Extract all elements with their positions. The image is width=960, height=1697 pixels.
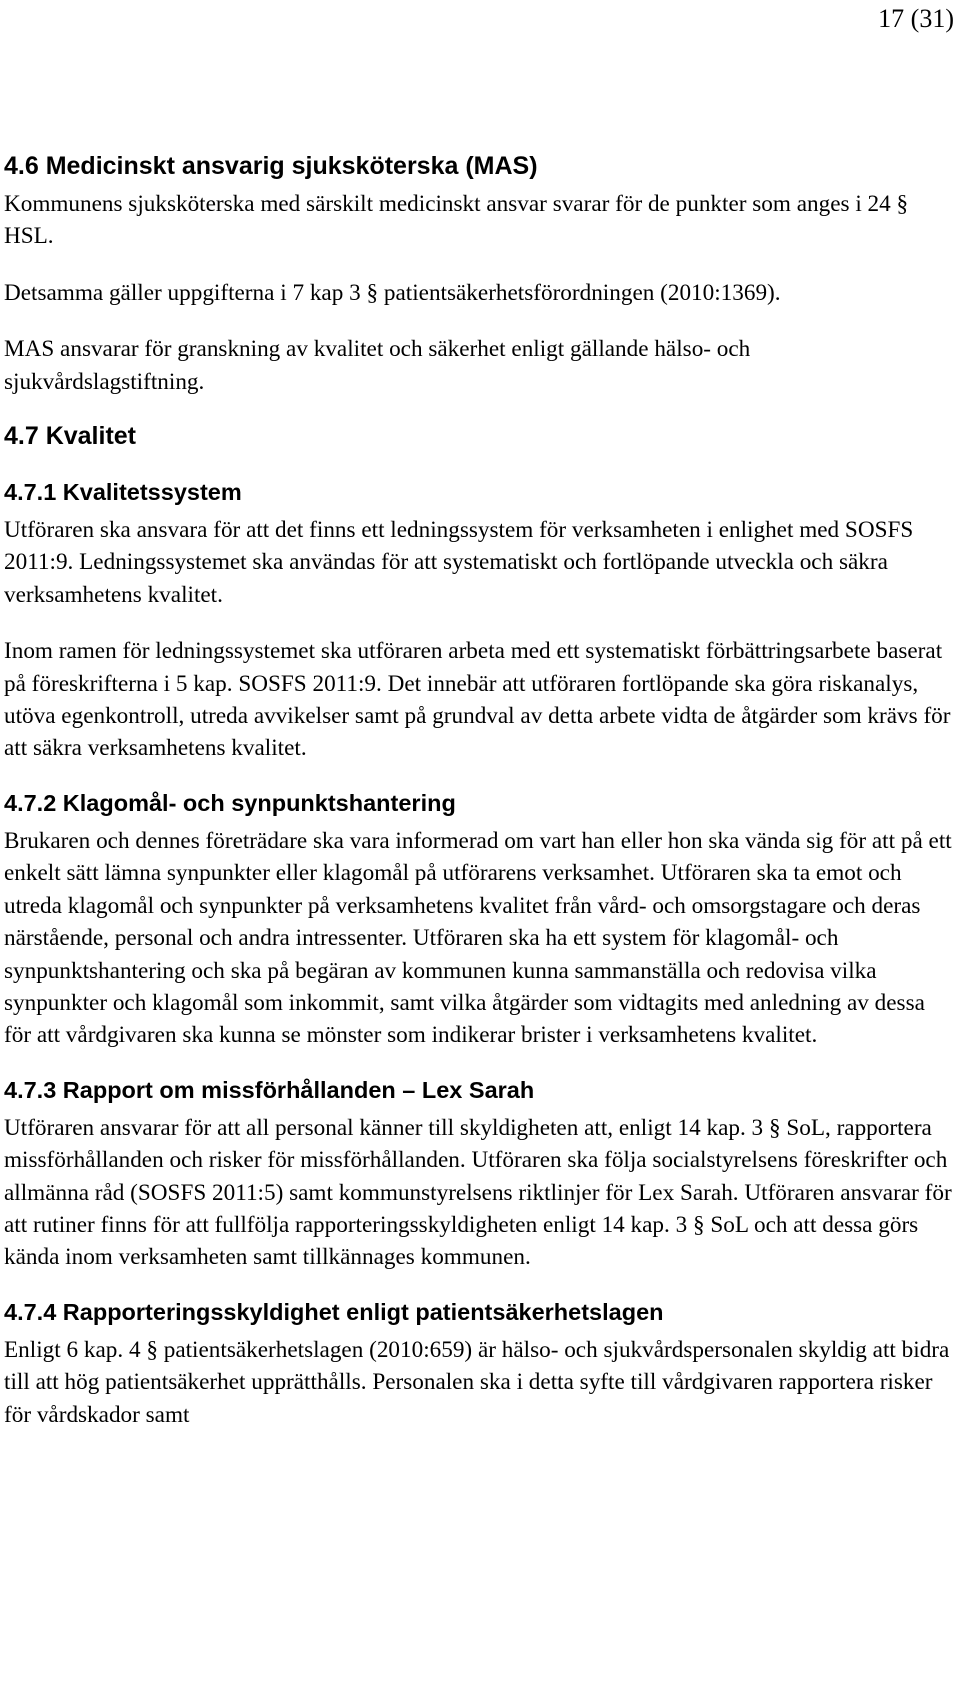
paragraph-mas-1: Kommunens sjuksköterska med särskilt medicinskt ansvar svarar för de punkter som anges i 24 § HSL. [4, 191, 909, 250]
page-number: 17 (31) [878, 4, 954, 33]
paragraph-lex-sarah-1: Utföraren ansvarar för att all personal känner till skyldigheten att, enligt 14 kap. 3 § SoL, rapportera missförhållanden och risker för missförhållanden. Utföraren ska följa socialstyrelsens föreskrifter och allmänna råd (SOSFS 2011:5) samt kommunstyrelsens riktlinjer för Lex Sarah. Utföraren ansvarar för att rutiner finns för att fullfölja rapporteringsskyldigheten enligt 14 kap. 3 § SoL och att dessa görs kända inom verksamheten samt tillkännages kommunen. [4, 1114, 952, 1271]
paragraph-rapporteringsskyldighet-1: Enligt 6 kap. 4 § patientsäkerhetslagen (2010:659) är hälso- och sjukvårdspersonalen skyldig att bidra till att hög patientsäkerhet upprätthålls. Personalen ska i detta syfte till vårdgivaren rapportera risker för vårdskador samt [4, 1336, 950, 1428]
section-heading-kvalitet: 4.7 Kvalitet [4, 422, 137, 451]
subsection-heading-kvalitetssystem: 4.7.1 Kvalitetssystem [4, 479, 242, 506]
paragraph-kvalitetssystem-2: Inom ramen för ledningssystemet ska utföraren arbeta med ett systematiskt förbättringsarbete baserat på föreskrifterna i 5 kap. SOSFS 2011:9. Det innebär att utföraren fortlöpande ska göra riskanalys, utöva egenkontroll, utreda avvikelser samt på grundval av detta arbete vidta de åtgärder som krävs för att säkra verksamhetens kvalitet. [4, 638, 951, 762]
paragraph-mas-2: Detsamma gäller uppgifterna i 7 kap 3 § patientsäkerhetsförordningen (2010:1369). [4, 279, 781, 306]
subsection-heading-lex-sarah: 4.7.3 Rapport om missförhållanden – Lex Sarah [4, 1076, 535, 1103]
subsection-heading-rapporteringsskyldighet: 4.7.4 Rapporteringsskyldighet enligt patientsäkerhetslagen [4, 1298, 664, 1325]
subsection-heading-klagomal: 4.7.2 Klagomål- och synpunktshantering [4, 789, 456, 816]
section-heading-mas: 4.6 Medicinskt ansvarig sjuksköterska (MAS) [4, 152, 538, 180]
paragraph-kvalitetssystem-1: Utföraren ska ansvara för att det finns ett ledningssystem för verksamheten i enlighet med SOSFS 2011:9. Ledningssystemet ska användas för att systematiskt och fortlöpande utveckla och säkra verksamhetens kvalitet. [4, 517, 914, 608]
paragraph-mas-3: MAS ansvarar för granskning av kvalitet och säkerhet enligt gällande hälso- och sjukvårdslagstiftning. [4, 336, 751, 395]
document-body [4, 150, 956, 1431]
paragraph-klagomal-1: Brukaren och dennes företrädare ska vara informerad om vart han eller hon ska vända sig för att på ett enkelt sätt lämna synpunkter eller klagomål på utförarens verksamhet. Utföraren ska ta emot och utreda klagomål och synpunkter på verksamhetens kvalitet från vård- och omsorgstagare och deras närstående, personal och andra intressenter. Utföraren ska ha ett system för klagomål- och synpunktshantering och ska på begäran av kommunen kunna sammanställa och redovisa vilka synpunkter och klagomål som inkommit, samt vilka åtgärder som vidtagits med anledning av dessa för att vårdgivaren ska kunna se mönster som indikerar brister i verksamhetens kvalitet. [4, 827, 952, 1049]
